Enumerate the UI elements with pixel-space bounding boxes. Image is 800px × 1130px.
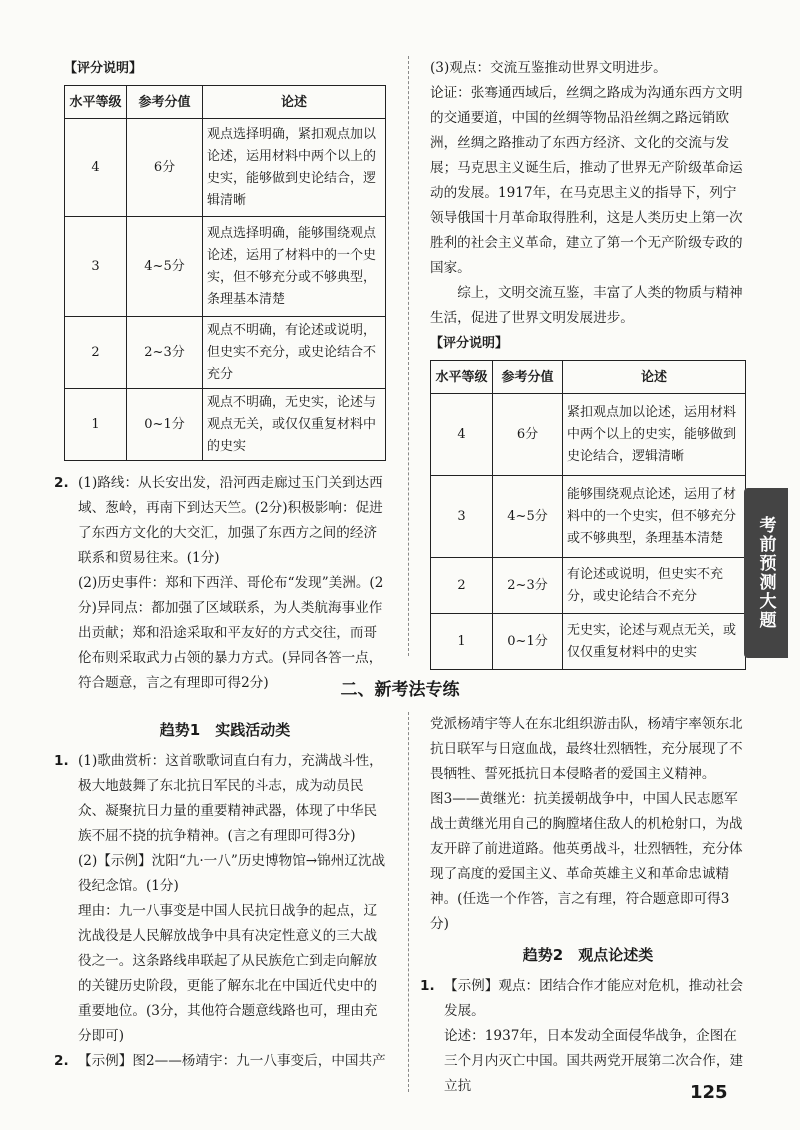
level-cell: 4 [65,119,127,217]
level-cell: 3 [431,476,493,558]
paragraph: 党派杨靖宇等人在东北组织游击队，杨靖宇率领东北抗日联军与日寇血战，最终壮烈牺牲，充分展现了不畏牺牲、誓死抵抗日本侵略者的爱国主义精神。 [430,716,743,782]
table-row [65,389,386,461]
table-header-row [431,361,746,394]
header-desc: 论述 [563,361,746,394]
scoring-table-left [64,85,386,461]
header-score: 参考分值 [493,361,563,394]
desc-cell: 观点不明确，无史实，论述与观点无关，或仅仅重复材料中的史实 [203,389,386,461]
level-cell: 3 [65,217,127,317]
page-number: 125 [690,1082,728,1103]
answer-item-2 [54,1049,386,1074]
paragraph: 论述：1937年，日本发动全面侵华战争，企图在三个月内灭亡中国。国共两党开展第二次合作，建立抗 [444,1028,744,1094]
trend-1-heading: 趋势1 实践活动类 [159,721,291,739]
paragraph: 图3——黄继光：抗美援朝战争中，中国人民志愿军战士黄继光用自己的胸膛堵住敌人的机枪射口，为战友开辟了前进道路。他英勇战斗，壮烈牺牲，充分体现了高度的爱国主义、革命英雄主义和革命忠诚精神。(任选一个作答，言之有理，符合题意即可得3分) [430,791,743,932]
left-column [54,56,386,696]
score-cell: 0~1分 [493,614,563,670]
header-level: 水平等级 [431,361,493,394]
scoring-tag: 【评分说明】 [64,61,143,76]
desc-cell: 观点选择明确，紧扣观点加以论述，运用材料中两个以上的史实，能够做到史论结合，逻辑清晰 [203,119,386,217]
table-row [65,119,386,217]
score-cell: 2~3分 [493,558,563,614]
paragraph: 理由：九一八事变是中国人民抗日战争的起点，辽沈战役是人民解放战争中具有决定性意义的三大战役之一。这条路线串联起了从民族危亡到走向解放的关键历史阶段，更能了解东北在中国近代史中的重要地位。(3分，其他符合题意线路也可，理由充分即可) [78,903,378,1044]
score-cell: 6分 [493,394,563,476]
trend-2-heading: 趋势2 观点论述类 [522,946,654,964]
level-cell: 1 [431,614,493,670]
section-title: 二、新考法专练 [340,680,460,700]
paragraph: (2)【示例】沈阳“九·一八”历史博物馆→锦州辽沈战役纪念馆。(1分) [78,853,386,894]
score-cell: 2~3分 [127,317,203,389]
paragraph: (1)歌曲赏析：这首歌歌词直白有力，充满战斗性，极大地鼓舞了东北抗日军民的斗志，成为动员民众、凝聚抗日力量的重要精神武器，体现了中华民族不屈不挠的抗争精神。(言之有理即可得3分) [78,753,383,844]
desc-cell: 无史实，论述与观点无关，或仅仅重复材料中的史实 [563,614,746,670]
desc-cell: 紧扣观点加以论述，运用材料中两个以上的史实，能够做到史论结合，逻辑清晰 [563,394,746,476]
answer-item-2 [54,471,386,696]
right-column-lower [420,712,746,1099]
item-number: 1. [54,753,69,769]
column-divider [408,56,409,656]
level-cell: 2 [65,317,127,389]
scoring-tag: 【评分说明】 [430,336,509,351]
answer-item-1 [54,749,386,1049]
score-cell: 6分 [127,119,203,217]
level-cell: 1 [65,389,127,461]
paragraph: (3)观点：交流互鉴推动世界文明进步。 [430,60,667,76]
left-column-lower [54,712,386,1074]
right-column [430,56,746,670]
score-cell: 4~5分 [493,476,563,558]
paragraph: 论证：张骞通西域后，丝绸之路成为沟通东西方文明的交通要道，中国的丝绸等物品沿丝绸之路远销欧洲，丝绸之路推动了东西方经济、文化的交流与发展；马克思主义诞生后，推动了世界无产阶级革命运动的发展。1917年，在马克思主义的指导下，列宁领导俄国十月革命取得胜利，这是人类历史上第一次胜利的社会主义革命，建立了第一个无产阶级专政的国家。 [430,85,743,276]
side-tab: 考前预测大题 [744,488,788,658]
level-cell: 4 [431,394,493,476]
score-cell: 0~1分 [127,389,203,461]
table-row [431,558,746,614]
table-row [431,614,746,670]
desc-cell: 观点不明确，有论述或说明，但史实不充分，或史论结合不充分 [203,317,386,389]
item-number: 2. [54,1053,69,1069]
paragraph: 综上，文明交流互鉴，丰富了人类的物质与精神生活，促进了世界文明发展进步。 [430,285,743,326]
table-row [431,476,746,558]
column-divider-lower [408,712,409,1092]
item-number: 2. [54,475,69,491]
score-cell: 4~5分 [127,217,203,317]
paragraph: 【示例】图2——杨靖宇：九一八事变后，中国共产 [78,1053,386,1069]
desc-cell: 观点选择明确，能够围绕观点论述，运用了材料中的一个史实，但不够充分或不够典型，条理基本清楚 [203,217,386,317]
paragraph: (1)路线：从长安出发，沿河西走廊过玉门关到达西域、葱岭，再南下到达天竺。(2分)积极影响：促进了东西方文化的大交汇，加强了东西方之间的经济联系和贸易往来。(1分) [78,475,383,566]
paragraph: (2)历史事件：郑和下西洋、哥伦布“发现”美洲。(2分)异同点：都加强了区域联系，为人类航海事业作出贡献；郑和沿途采取和平友好的方式交往，而哥伦布则采取武力占领的暴力方式。(异同各答一点，符合题意，言之有理即可得2分) [78,575,384,691]
item-number: 1. [420,978,435,994]
header-score: 参考分值 [127,86,203,119]
table-row [431,394,746,476]
table-header-row [65,86,386,119]
scoring-table-right [430,360,746,670]
table-row [65,317,386,389]
desc-cell: 有论述或说明，但史实不充分，或史论结合不充分 [563,558,746,614]
header-level: 水平等级 [65,86,127,119]
table-row [65,217,386,317]
answer-item-1 [420,974,746,1099]
paragraph: 【示例】观点：团结合作才能应对危机，推动社会发展。 [444,978,744,1019]
desc-cell: 能够围绕观点论述，运用了材料中的一个史实，但不够充分或不够典型，条理基本清楚 [563,476,746,558]
header-desc: 论述 [203,86,386,119]
level-cell: 2 [431,558,493,614]
